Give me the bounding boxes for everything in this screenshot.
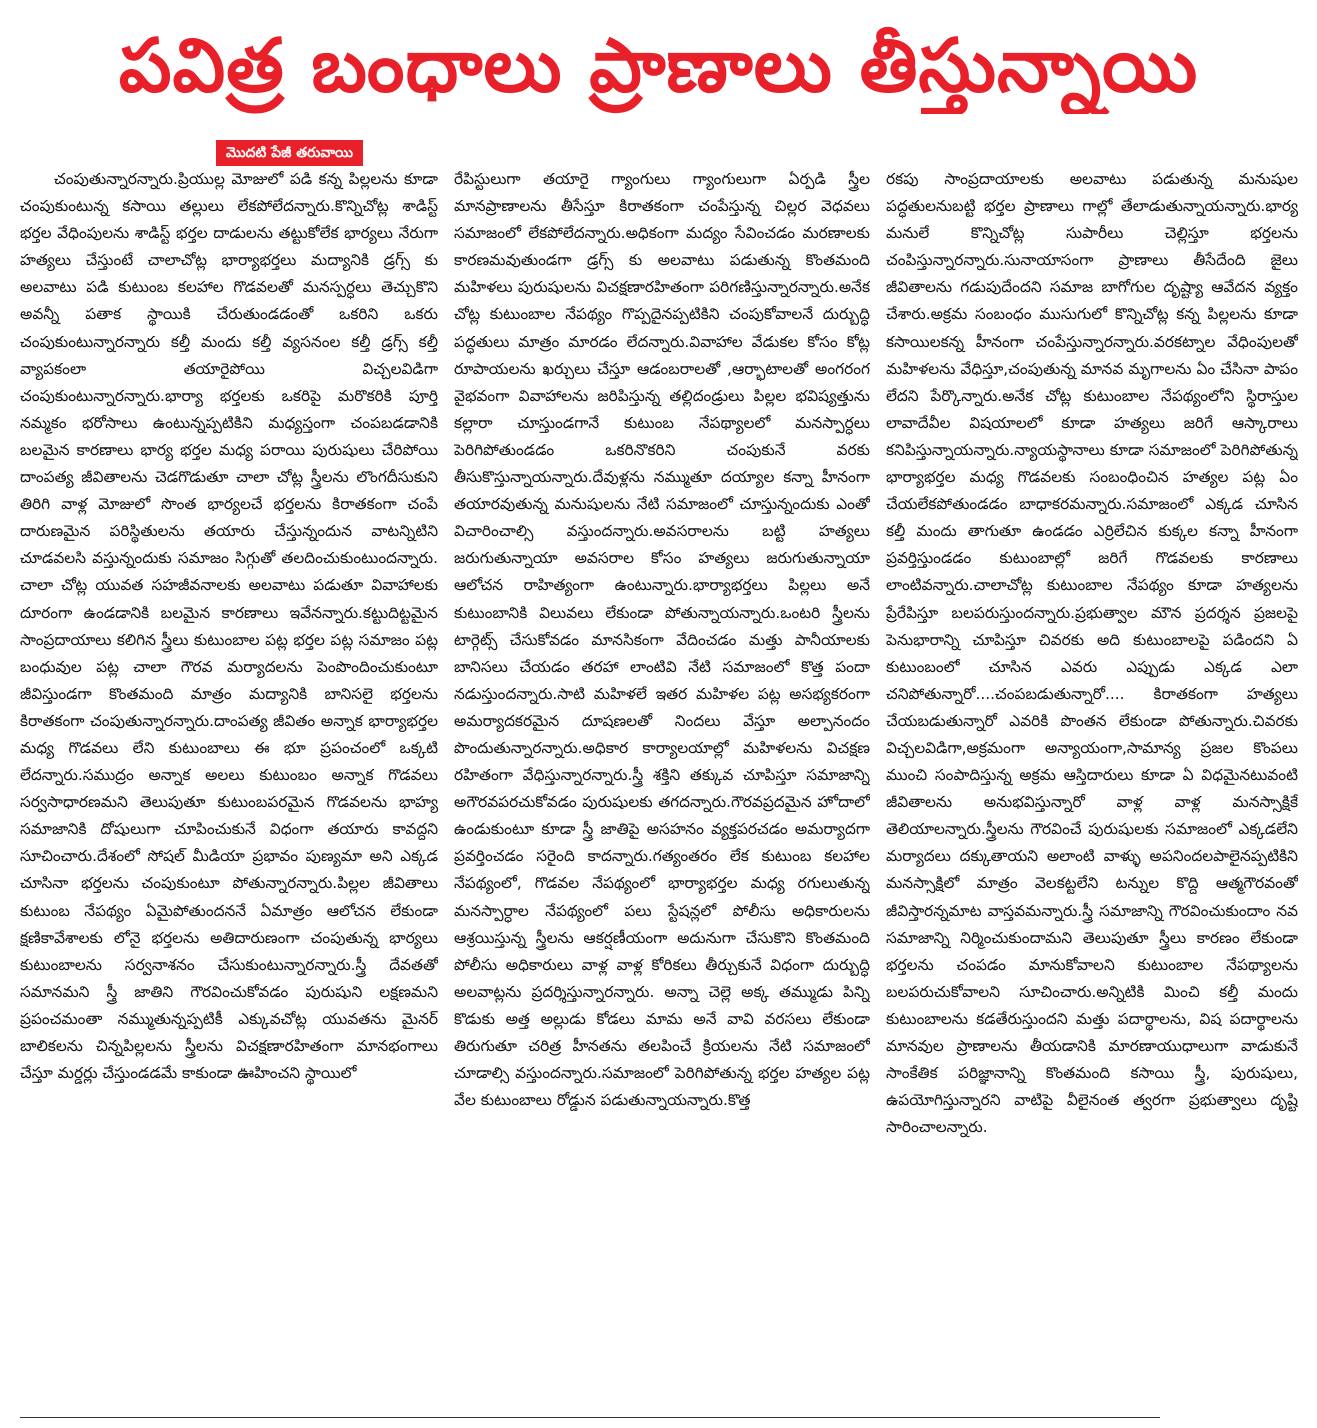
column-3-text: రకపు సాంప్రదాయాలకు అలవాటు పడుతున్న మనుషుల పద్ధతులనుబట్టి భర్తల ప్రాణాలు గాల్లో తేలాడుతున్నాయన్నారు.భార్య మనులే కొన్నిచోట్ల సుపారీలు చెల్లిస్తూ భర్తలను చంపిస్తున్నారన్నారు.సునాయాసంగా ప్రాణాలు తీసేదేంది జైలు జీవితాలను గడుపుదేందని సమాజ బాగోగుల దృష్ట్యా ఆవేదన వ్యక్తం చేశారు.అక్రమ సంబంధం ముసుగులో కొన్నిచోట్ల కన్న పిల్లలను కూడా కసాయిలకన్న హీనంగా చంపేస్తున్నారన్నారు.వరకట్నాల వేధింపులతో మహిళలను వేధిస్తూ,చంపుతున్న మానవ మృగాలను ఏం చేసినా పాపం లేదని పేర్కొన్నారు.అనేక చోట్ల కుటుంబాల నేపథ్యంలోని స్థిరాస్తుల లావాదేవీల విషయాలలో కూడా హత్యలు జరిగే ఆస్కారాలు కనిపిస్తున్నాయన్నారు.న్యాయస్థానాలు కూడా సమాజంలో పెరిగిపోతున్న భార్యాభర్తల మధ్య గొడవలకు సంబంధించిన హత్యల పట్ల ఏం చేయలేకపోతుండడం బాధాకరమన్నారు.సమాజంలో ఎక్కడ చూసిన కల్తీ మందు తాగుతూ ఉండడం ఎర్రిలేచిన కుక్కల కన్నా హీనంగా ప్రవర్తిస్తుండడం కుటుంబాల్లో జరిగే గొడవలకు కారణాలు లాంటివన్నారు.చాలాచోట్ల కుటుంబాల నేపథ్యం కూడా హత్యలను ప్రేరేపిస్తూ బలపరుస్తుందన్నారు.ప్రభుత్వాల మౌన ప్రదర్శన ప్రజలపై పెనుభారాన్ని చూపిస్తూ చివరకు అది కుటుంబాలపై పడిందని ఏ కుటుంబంలో చూసిన ఎవరు ఎప్పుడు ఎక్కడ ఎలా చనిపోతున్నారో....చంపబడుతున్నారో.... కిరాతకంగా హత్యలు చేయబడుతున్నారో ఎవరికి పొంతన లేకుండా పోతున్నారు.చివరకు విచ్చలవిడిగా,అక్రమంగా అన్యాయంగా,సామాన్య ప్రజల కొంపలు ముంచి సంపాదిస్తున్న అక్రమ ఆస్తిదారులు కూడా ఏ విధమైనటువంటి జీవితాలను అనుభవిస్తున్నారో వాళ్ల వాళ్ల మనస్సాక్షికే తెలియాలన్నారు.స్త్రీలను గౌరవించే పురుషులకు సమాజంలో ఎక్కడలేని మర్యాదలు దక్కుతాయని అలాంటి వాళ్ళు అపనిందలపాలైనప్పటికిని మనస్సాక్షిలో మాత్రం వెలకట్టలేని టన్నుల కొద్ది ఆత్మగౌరవంతో జీవిస్తారన్నమాట వాస్తవమన్నారు.స్త్రీ సమాజాన్ని గౌరవించుకుందాం నవ సమాజాన్ని నిర్మించుకుందామని తెలుపుతూ స్త్రీలు కారణం లేకుండా భర్తలను చంపడం మానుకోవాలని కుటుంబాల నేపథ్యాలను బలపరుచుకోవాలని సూచించారు.అన్నిటికి మించి కల్తీ మందు కుటుంబాలను కడతేరుస్తుందని మత్తు పదార్థాలను, విష పదార్థాలను మానవుల ప్రాణాలను తీయడానికి మారణాయుధాలుగా వాడుకునే సాంకేతిక పరిజ్ఞానాన్ని కొంతమంది కసాయి స్త్రీ, పురుషులు, ఉపయోగిస్తున్నారని వాటిపై వీలైనంత త్వరగా ప్రభుత్వాలు దృష్టి సారించాలన్నారు. xyxy=(886,170,1298,1137)
article-column-1 xyxy=(20,166,438,1414)
article-column-3 xyxy=(886,166,1298,1414)
continued-from-front-page-label: మొదటి పేజీ తరువాయి xyxy=(216,140,363,166)
article-body xyxy=(20,166,1298,1414)
page-headline: పవిత్ర బంధాలు ప్రాణాలు తీస్తున్నాయి xyxy=(118,23,1199,109)
article-column-2 xyxy=(454,166,870,1414)
bottom-divider xyxy=(20,1417,1160,1418)
column-2-text: రేపిస్టులుగా తయారై గ్యాంగులు గ్యాంగులుగా ఏర్పడి స్త్రీల మానప్రాణాలను తీసేస్తూ కిరాతకంగా చంపేస్తున్న చిల్లర వెధవలు సమాజంలో లేకపోలేదన్నారు.అధికంగా మద్యం సేవించడం మరణాలకు కారణమవుతుండగా డ్రగ్స్ కు అలవాటు పడుతున్న కొంతమంది మహిళలు పురుషులను విచక్షణారహితంగా పరిగణిస్తున్నారన్నారు.అనేక చోట్ల కుటుంబాల నేపథ్యం గొప్పదైనప్పటికిని చంపుకోవాలనే దుర్బుద్ధి పద్ధతులు మాత్రం మారడం లేదన్నారు.వివాహాల వేడుకల కోసం కోట్ల రూపాయలను ఖర్చులు చేస్తూ ఆడంబరాలతో ,ఆర్భాటాలతో అంగరంగ వైభవంగా వివాహాలను జరిపిస్తున్న తల్లిదండ్రులు పిల్లల భవిష్యత్తును కల్లారా చూస్తుండగానే కుటుంబ నేపథ్యాలలో మనస్పార్ధలు పెరిగిపోతుండడం ఒకరినొకరిని చంపుకునే వరకు తీసుకొస్తున్నాయన్నారు.దేవుళ్లను నమ్ముతూ దయ్యాల కన్నా హీనంగా తయారవుతున్న మనుషులను నేటి సమాజంలో చూస్తున్నందుకు ఎంతో విచారించాల్సి వస్తుందన్నారు.అవసరాలను బట్టి హత్యలు జరుగుతున్నాయా అవసరాల కోసం హత్యలు జరుగుతున్నాయా ఆలోచన రాహిత్యంగా ఉంటున్నారు.భార్యాభర్తలు పిల్లలు అనే కుటుంబానికి విలువలు లేకుండా పోతున్నాయన్నారు.ఒంటరి స్త్రీలను టార్గెట్స్ చేసుకోవడం మానసికంగా వేదించడం మత్తు పానీయాలకు బానిసలు చేయడం తరహా లాంటివి నేటి సమాజంలో కొత్త పందా నడుస్తుందన్నారు.సాటి మహిళలే ఇతర మహిళల పట్ల అసభ్యకరంగా అమర్యాదకరమైన దూషణలతో నిందలు వేస్తూ అల్పానందం పొందుతున్నారన్నారు.అధికార కార్యాలయాల్లో మహిళలను విచక్షణ రహితంగా వేధిస్తున్నారన్నారు.స్త్రీ శక్తిని తక్కువ చూపిస్తూ సమాజాన్ని అగౌరవపరచుకోవడం పురుషులకు తగదన్నారు.గౌరవప్రదమైన హోదాలో ఉండుకుంటూ కూడా స్త్రీ జాతిపై అసహనం వ్యక్తపరచడం అమర్యాదగా ప్రవర్తించడం సరైంది కాదన్నారు.గత్యంతరం లేక కుటుంబ కలహాల నేపథ్యంలో, గొడవల నేపథ్యంలో భార్యాభర్తల మధ్య రగులుతున్న మనస్పార్ధాల నేపథ్యంలో పలు స్టేషన్లలో పోలీసు అధికారులను ఆశ్రయిస్తున్న స్త్రీలను ఆకర్షణీయంగా అదునుగా చేసుకొని కొంతమంది పోలీసు అధికారులు వాళ్ల వాళ్ల కోరికలు తీర్చుకునే విధంగా దుర్బుద్ధి అలవాట్లను ప్రదర్శిస్తున్నారన్నారు. అన్నా చెల్లె అక్క తమ్ముడు పిన్ని కొడుకు అత్త అల్లుడు కోడలు మామ అనే వావి వరసలు లేకుండా తిరుగుతూ చరిత్ర హీనతను తలపించే క్రియలను నేటి సమాజంలో చూడాల్సి వస్తుందన్నారు.సమాజంలో పెరిగిపోతున్న భర్తల హత్యల పట్ల వేల కుటుంబాలు రోడ్డున పడుతున్నాయన్నారు.కొత్త xyxy=(454,170,870,1110)
column-1-text: చంపుతున్నారన్నారు.ప్రియుల్ల మోజులో పడి కన్న పిల్లలను కూడా చంపుకుంటున్న కసాయి తల్లులు లేకపోలేదన్నారు.కొన్నిచోట్ల శాడిస్ట్ భర్తల వేధింపులను శాడిస్ట్ భర్తల దాడులను తట్టుకోలేక భార్యలు నేరుగా హత్యలు చేస్తుంటే చాలాచోట్ల భార్యాభర్తలు మద్యానికి డ్రగ్స్ కు అలవాటు పడి కుటుంబ కలహాల గొడవలతో మనస్పర్ధలు తెచ్చుకొని అవన్నీ పతాక స్థాయికి చేరుతుండడంతో ఒకరిని ఒకరు చంపుకుంటున్నారన్నారు కల్తీ మందు కల్తీ వ్యసనంల కల్తీ డ్రగ్స్ కల్తీ వ్యాపకంలా తయారైపోయి విచ్చలవిడిగా చంపుకుంటున్నారన్నారు.భార్యా భర్తలకు ఒకరిపై మరొకరికి పూర్తి నమ్మకం భరోసాలు ఉంటున్నప్పటికిని మధ్యస్తంగా చంపబడడానికి బలమైన కారణాలు భార్య భర్తల మధ్య పరాయి పురుషులు చేరిపోయి దాంపత్య జీవితాలను చెడగొడుతూ చాలా చోట్ల స్త్రీలను లొంగదీసుకుని తిరిగి వాళ్ల మోజులో సొంత భార్యలచే భర్తలను కిరాతకంగా చంపే దారుణమైన పరిస్థితులను తయారు చేస్తున్నందున వాటన్నిటిని చూడవలసి వస్తున్నందుకు సమాజం సిగ్గుతో తలదించుకుంటుందన్నారు. చాలా చోట్ల యువత సహజీవనాలకు అలవాటు పడుతూ వివాహాలకు దూరంగా ఉండడానికి బలమైన కారణాలు ఇవేనన్నారు.కట్టుదిట్టమైన సాంప్రదాయాలు కలిగిన స్త్రీలు కుటుంబాల పట్ల భర్తల పట్ల సమాజం పట్ల బంధువుల పట్ల చాలా గౌరవ మర్యాదలను పెంపొందించుకుంటూ జీవిస్తుండగా కొంతమంది మాత్రం మద్యానికి బానిసలై భర్తలను కిరాతకంగా చంపుతున్నారన్నారు.దాంపత్య జీవితం అన్నాక భార్యాభర్తల మధ్య గొడవలు లేని కుటుంబాలు ఈ భూ ప్రపంచంలో ఒక్కటి లేదన్నారు.సముద్రం అన్నాక అలలు కుటుంబం అన్నాక గొడవలు సర్వసాధారణమని తెలుపుతూ కుటుంబపరమైన గొడవలను భాహ్య సమాజానికి దోషులుగా చూపించుకునే విధంగా తయారు కావద్దని సూచించారు.దేశంలో సోషల్ మీడియా ప్రభావం పుణ్యమా అని ఎక్కడ చూసినా భర్తలను చంపుకుంటూ పోతున్నారన్నారు.పిల్లల జీవితాలు కుటుంబ నేపథ్యం ఏమైపోతుందననే ఏమాత్రం ఆలోచన లేకుండా క్షణికావేశాలకు లోనై భర్తలను అతిదారుణంగా చంపుతున్న భార్యలు కుటుంబాలను సర్వనాశనం చేసుకుంటున్నారన్నారు.స్త్రీ దేవతతో సమానమని స్త్రీ జాతిని గౌరవించుకోవడం పురుషుని లక్షణమని ప్రపంచమంతా నమ్ముతున్నప్పటికీ ఎక్కువచోట్ల యువతను మైనర్ బాలికలను చిన్నపిల్లలను స్త్రీలను విచక్షణారహితంగా మానభంగాలు చేస్తూ మర్డర్లు చేస్తుండడమే కాకుండా ఊహించని స్థాయిలో xyxy=(20,170,438,1083)
